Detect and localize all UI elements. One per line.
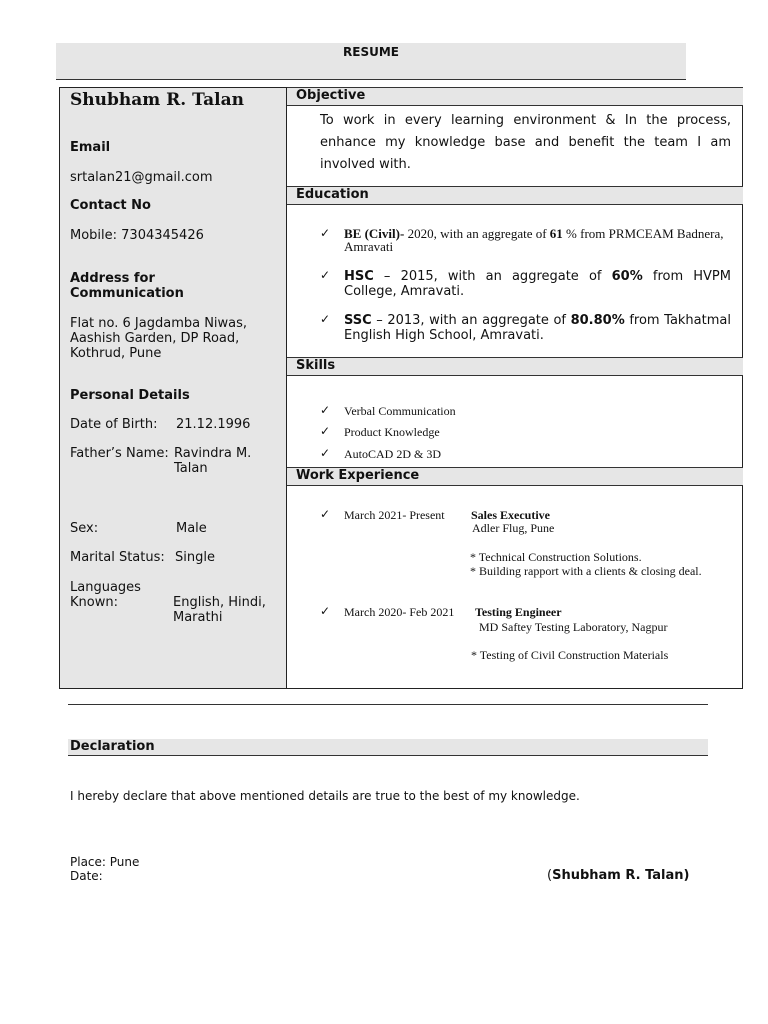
email-label: Email [70,140,111,155]
job2-date: March 2020- Feb 2021 [344,605,455,619]
be-text: 2020, with an aggregate of [404,226,550,241]
job1-date: March 2021- Present [344,508,445,522]
hsc-text: – 2015, with an aggregate of [373,269,612,284]
ssc-text: – 2013, with an aggregate of [371,313,571,328]
ssc-percent: 80.80% [570,313,625,328]
be-degree: BE (Civil)- [344,226,405,241]
be-tail: % from PRMCEAM Badnera, Amravati [344,226,724,254]
contact-label: Contact No [70,198,151,213]
date-text: Date: [70,869,103,883]
father-value-line1: Ravindra M. [174,446,252,461]
declaration-text: I hereby declare that above mentioned details are true to the best of my knowledge. [70,789,580,803]
job1-title: Sales Executive [471,508,550,522]
personal-details-label: Personal Details [70,388,190,403]
marital-value: Single [175,550,215,565]
dob-label: Date of Birth: [70,417,158,432]
email-value: srtalan21@gmail.com [70,170,213,185]
job2-title: Testing Engineer [475,605,562,619]
father-value-line2: Talan [174,461,208,476]
skill-item: Product Knowledge [344,425,440,439]
signature-open-paren: ( [547,868,553,883]
education-section-bar [287,186,743,205]
check-icon: ✓ [320,446,331,460]
be-percent: 61 [549,226,563,241]
languages-value-line2: Marathi [173,610,223,625]
check-icon: ✓ [320,226,331,240]
father-label: Father’s Name: [70,446,169,461]
check-icon: ✓ [320,403,331,417]
check-icon: ✓ [320,312,331,326]
languages-label-line2: Known: [70,595,118,610]
sex-value: Male [176,521,207,536]
ssc-tail: from Takhatmal English High School, Amravati. [344,313,731,343]
declaration-title: Declaration [70,739,155,754]
work-title: Work Experience [296,468,420,483]
education-title: Education [296,187,369,202]
address-label-line2: Communication [70,286,184,301]
hsc-tail: from HVPM College, Amravati. [344,269,731,299]
job1-point: * Technical Construction Solutions. [470,550,642,564]
candidate-name: Shubham R. Talan [70,90,245,110]
skill-item: AutoCAD 2D & 3D [344,447,442,461]
skill-item: Verbal Communication [344,404,456,418]
dob-value: 21.12.1996 [176,417,251,432]
hsc-percent: 60% [611,269,643,284]
languages-value-line1: English, Hindi, [173,595,266,610]
skills-section-bar [287,357,743,376]
resume-title: RESUME [343,45,399,59]
address-line1: Flat no. 6 Jagdamba Niwas, [70,316,248,331]
work-section-bar [287,467,743,486]
ssc-label: SSC [344,313,372,328]
mobile-value: Mobile: 7304345426 [70,228,204,243]
place-text: Place: Pune [70,855,140,869]
address-label-line1: Address for [70,271,155,286]
job2-company: MD Saftey Testing Laboratory, Nagpur [479,620,668,634]
hsc-label: HSC [344,269,374,284]
sex-label: Sex: [70,521,99,536]
objective-text: To work in every learning environment & In the process, enhance my knowledge base and benefit the team I am involved with. [320,113,731,172]
education-hsc [344,269,731,299]
job1-point: * Building rapport with a clients & closing deal. [470,564,702,578]
job1-company: Adler Flug, Pune [472,521,555,535]
skills-title: Skills [296,358,336,373]
languages-label-line1: Languages [70,580,141,595]
check-icon: ✓ [320,268,331,282]
signature [547,868,689,883]
marital-label: Marital Status: [70,550,165,565]
check-icon: ✓ [320,424,331,438]
declaration-section-bar [68,739,708,756]
signature-name: Shubham R. Talan) [552,868,690,883]
objective-title: Objective [296,88,366,103]
check-icon: ✓ [320,604,331,618]
job2-point: * Testing of Civil Construction Materials [471,648,669,662]
education-ssc [344,313,731,343]
check-icon: ✓ [320,507,331,521]
resume-header [56,43,686,80]
divider-line [68,704,708,705]
objective-section-bar [287,87,743,106]
address-line3: Kothrud, Pune [70,346,162,361]
address-line2: Aashish Garden, DP Road, [70,331,240,346]
education-be [344,227,731,253]
